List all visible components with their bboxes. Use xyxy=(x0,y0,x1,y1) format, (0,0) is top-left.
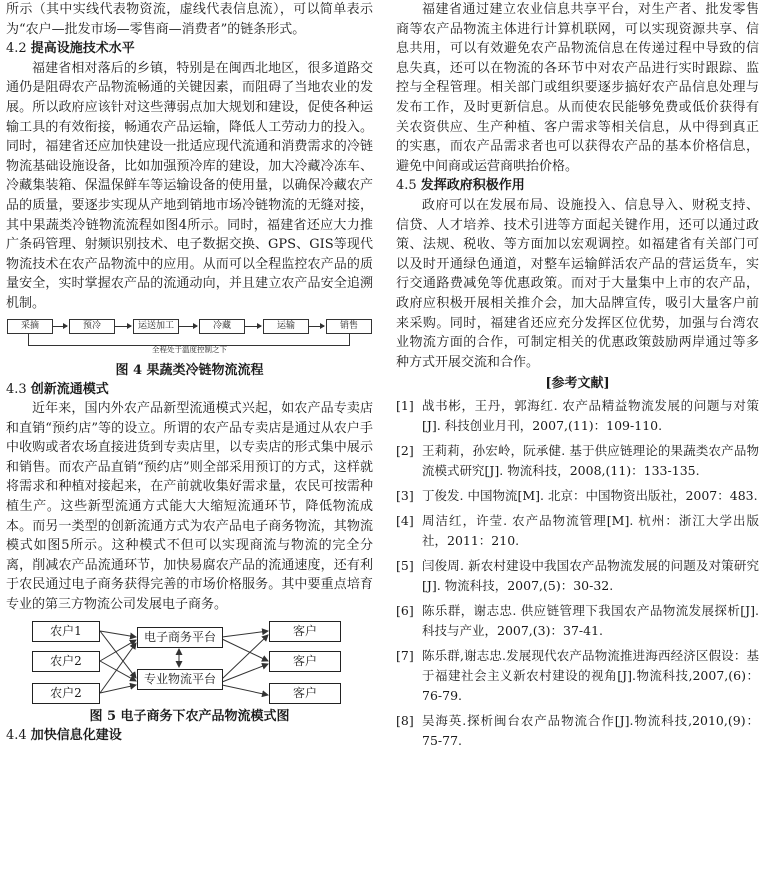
section-number: 4.4 xyxy=(6,727,27,743)
paragraph: 福建省通过建立农业信息共享平台，对生产者、批发零售商等农产品物流主体进行计算机联网，可以实现资源共享、信息共用，可以有效避免农产品物流信息在传递过程中导致的信息失真，还可以在物流的各环节中对农产品进行实时跟踪、监控与全程管理。相关部门或组织要逐步搞好农产品信息处理与发布工作，及时更新信息。从而使农民能够免费或低价获得有关农资供应、生产种植、客户需求等相关信息，从中得到真正的实惠，而农产品需求者也可以获得农产品的基本价格信息，避免中间商或运营商哄抬价格。 xyxy=(396,2,759,174)
reference-text: 战书彬，王丹，郭海红. 农产品精益物流发展的问题与对策[J]. 科技创业月刊，2007,(11)：109-110. xyxy=(422,398,759,434)
farmer-node: 农户2 xyxy=(32,683,100,704)
flow-arrow xyxy=(245,326,261,327)
platform-node: 专业物流平台 xyxy=(137,669,223,690)
section-heading xyxy=(6,39,373,59)
figure-caption: 图 4 果蔬类冷链物流流程 xyxy=(115,362,264,378)
reference-item xyxy=(396,601,759,641)
flow-arrow xyxy=(309,326,324,327)
paragraph: 近年来，国内外农产品新型流通模式兴起，如农产品专卖店和直销“预约店”等的设立。所谓的农产品专卖店是通过从农户手中收购或者农场直接进货到专卖店里，以专卖店的形式集中展示和销售。而农产品直销“预约店”则全部采用预订的方式，这样就将需求和种植对接起来，在产前就收集好需求量，农民可按需种植生产。这些新型流通方式能大大缩短流通环节，降低物流成本。而另一类型的创新流通方式为农产品电子商务物流，其物流模式如图5所示。这种模式不但可以实现商流与物流的完全分离，削减农产品流通环节，加快易腐农产品的流通速度，还有利于农民通过电子商务获得完善的市场价格服务。其中要重点培育专业的第三方物流公司发展电子商务。 xyxy=(6,401,373,613)
reference-text: 吴海英.探析闽台农产品物流合作[J].物流科技,2010,(9)：75-77. xyxy=(422,713,759,749)
flow-arrow xyxy=(115,326,131,327)
farmer-node: 农户1 xyxy=(32,621,100,642)
reference-item xyxy=(396,711,759,751)
reference-item xyxy=(396,556,759,596)
left-column xyxy=(6,0,373,745)
platform-node: 电子商务平台 xyxy=(137,627,223,648)
reference-text: 闫俊周. 新农村建设中我国农产品物流发展的问题及对策研究[J]. 物流科技，2007,(5)：30-32. xyxy=(422,558,759,594)
customer-node: 客户 xyxy=(269,651,341,672)
temperature-control-note: 全程处于温度控制之下 xyxy=(152,344,227,354)
farmer-node: 农户2 xyxy=(32,651,100,672)
flow-step: 运输 xyxy=(263,319,309,334)
section-number: 4.5 xyxy=(396,178,417,194)
section-title: 发挥政府积极作用 xyxy=(420,178,525,194)
reference-item xyxy=(396,646,759,706)
figure-caption: 图 5 电子商务下农产品物流模式图 xyxy=(89,708,290,724)
reference-text: 丁俊发. 中国物流[M]. 北京：中国物资出版社，2007：483. xyxy=(422,488,758,504)
reference-item xyxy=(396,511,759,551)
customer-node: 客户 xyxy=(269,683,341,704)
section-title: 创新流通模式 xyxy=(30,381,109,397)
references-list xyxy=(396,396,759,751)
reference-item xyxy=(396,486,759,506)
section-title: 提高设施技术水平 xyxy=(30,41,135,57)
paragraph: 所示（其中实线代表物资流，虚线代表信息流），可以简单表示为“农户—批发市场—零售商—消费者”的链条形式。 xyxy=(6,2,373,37)
section-heading xyxy=(6,380,373,400)
reference-number: [5] xyxy=(396,558,414,574)
reference-number: [2] xyxy=(396,443,414,459)
flow-step: 采摘 xyxy=(7,319,53,334)
section-number: 4.3 xyxy=(6,381,27,397)
reference-number: [1] xyxy=(396,398,414,414)
reference-number: [4] xyxy=(396,513,414,529)
reference-text: 王莉莉，孙宏岭，阮承健. 基于供应链理论的果蔬类农产品物流模式研究[J]. 物流科技，2008,(11)：133-135. xyxy=(422,443,759,479)
reference-number: [6] xyxy=(396,603,414,619)
section-heading xyxy=(396,176,759,196)
figure-5 xyxy=(6,619,373,707)
reference-number: [8] xyxy=(396,713,414,729)
reference-text: 陈乐群，谢志忠. 供应链管理下我国农产品物流发展探析[J]. 科技与产业，2007,(3)：37-41. xyxy=(422,603,759,639)
reference-number: [3] xyxy=(396,488,414,504)
flow-step: 销售 xyxy=(326,319,372,334)
reference-item xyxy=(396,396,759,436)
reference-item xyxy=(396,441,759,481)
customer-node: 客户 xyxy=(269,621,341,642)
figure-4 xyxy=(6,317,373,361)
paragraph: 福建省相对落后的乡镇，特别是在闽西北地区，很多道路交通仍是阻碍农产品物流畅通的关键因素，而阻碍了当地农业的发展。所以政府应该针对这些薄弱点加大规划和建设，促使各种运输工具的有效衔接，畅通农产品运输，降低人工劳动力的投入。同时，福建省还应加快建设一批适应现代流通和消费需求的冷链物流基础设施设备，比如加强预冷库的建设，加大冷藏冷冻车、冷藏集装箱、保温保鲜车等运输设备的使用量，以确保冷藏农产品的质量，要逐步实现从产地到销地市场冷链物流的无缝对接，其中果蔬类冷链物流流程如图4所示。同时，福建省还应大力推广条码管理、射频识别技术、电子数据交换、GPS、GIS等现代物流技术在农产品物流中的应用。从而可以全程监控农产品的质量安全，实时掌握农产品的流通动向，并且建立农产品安全追溯机制。 xyxy=(6,60,373,311)
section-number: 4.2 xyxy=(6,41,27,57)
section-heading xyxy=(6,726,373,746)
flow-step: 预冷 xyxy=(69,319,115,334)
paragraph: 政府可以在发展布局、设施投入、信息导入、财税支持、信贷、人才培养、技术引进等方面起关键作用，还可以通过政策、法规、税收、等方面加以宏观调控。如福建省有关部门可以及时开通绿色通道，对整车运输鲜活农产品的营运货车，实行交通路费减免等优惠政策。而对于大量集中上市的农产品，政府应积极开展相关推介会，加大品牌宣传，吸引大量客户前来采购。同时，福建省还应充分发挥区位优势，加强与台湾农业物流方面的合作，可制定相关的优惠政策鼓励两岸通过等多种方式开展交流和合作。 xyxy=(396,197,759,370)
flow-arrow xyxy=(179,326,197,327)
flow-arrow xyxy=(53,326,67,327)
right-column xyxy=(396,0,759,756)
reference-number: [7] xyxy=(396,648,414,664)
reference-text: 陈乐群,谢志忠.发展现代农产品物流推进海西经济区假设：基于福建社会主义新农村建设的视角[J].物流科技,2007,(6)：76-79. xyxy=(422,648,759,704)
flow-step: 冷藏 xyxy=(199,319,245,334)
reference-text: 周洁红，许莹. 农产品物流管理[M]. 杭州：浙江大学出版社，2011：210. xyxy=(422,513,759,549)
flow-step: 运送加工 xyxy=(133,319,179,334)
references-heading: [参考文献] xyxy=(545,376,610,392)
section-title: 加快信息化建设 xyxy=(30,727,122,743)
